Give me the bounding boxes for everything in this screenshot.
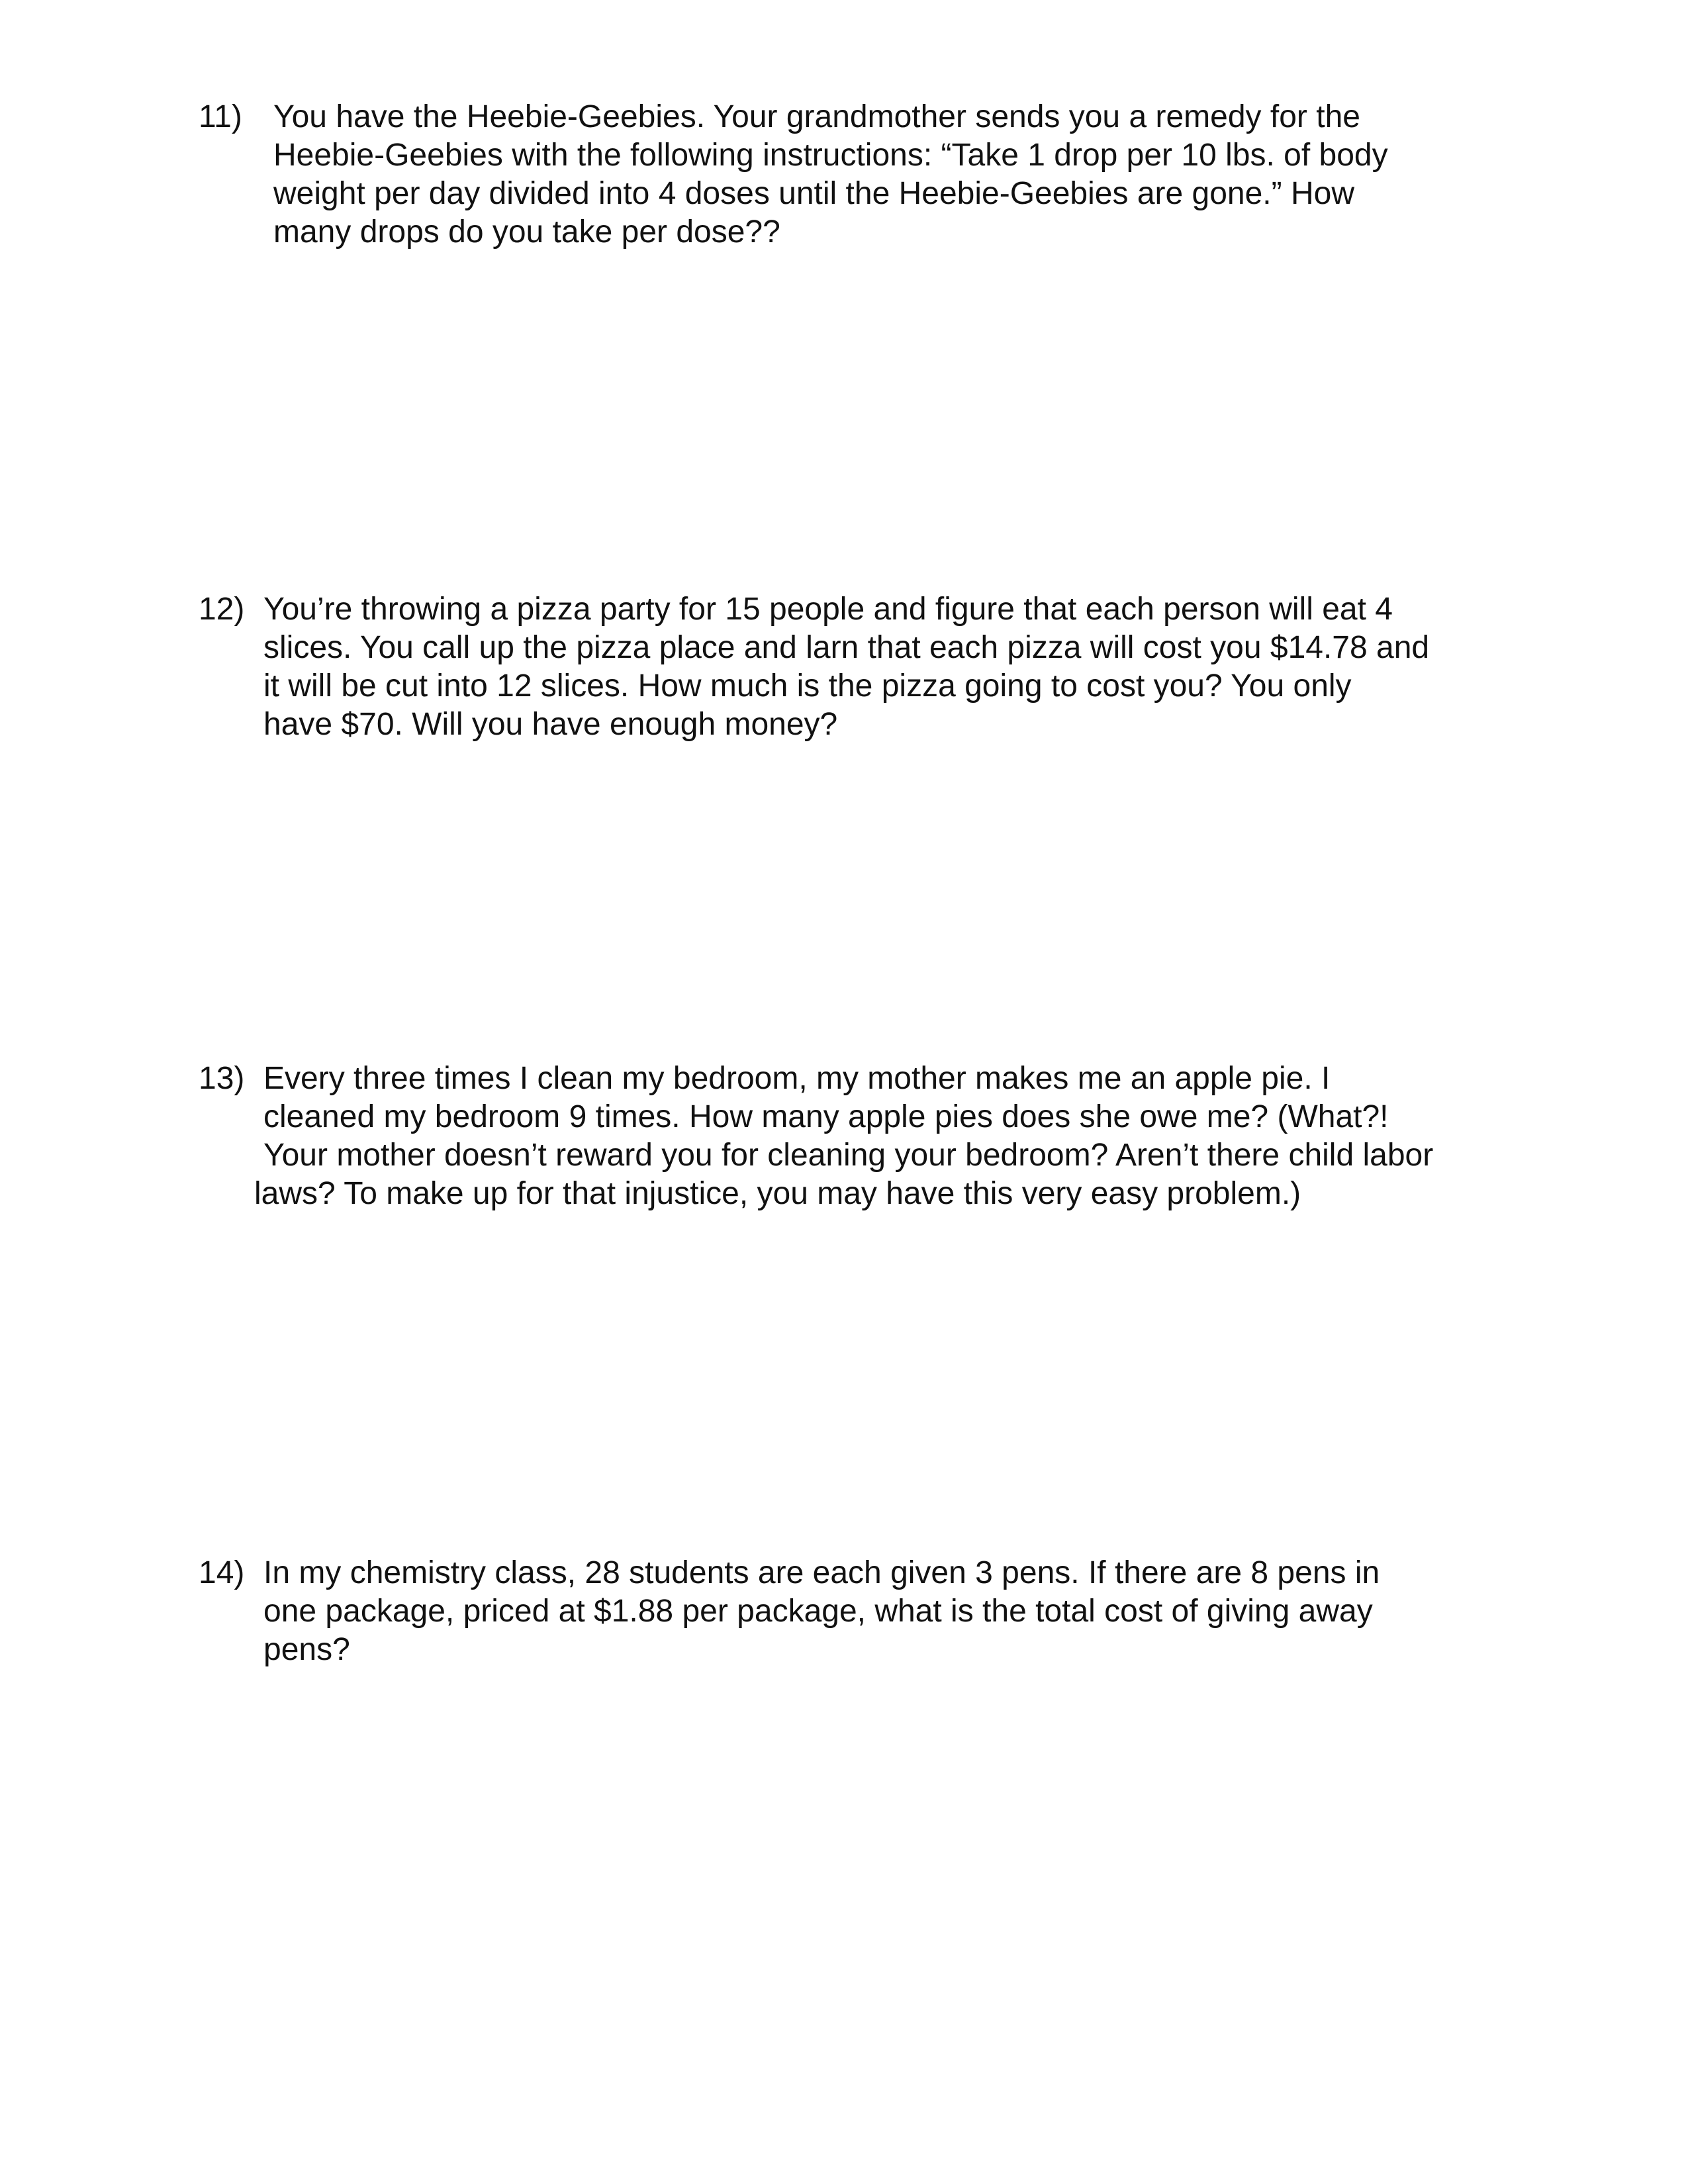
problem-text-line: cleaned my bedroom 9 times. How many apple pies does she owe me? (What?! (263, 1099, 1389, 1134)
problem-text-line: laws? To make up for that injustice, you may have this very easy problem.) (254, 1176, 1301, 1211)
problem-text-line: In my chemistry class, 28 students are each given 3 pens. If there are 8 pens in (263, 1555, 1380, 1590)
problem-text-line: slices. You call up the pizza place and larn that each pizza will cost you $14.78 and (263, 630, 1430, 665)
problem-text-line: pens? (263, 1632, 350, 1667)
problem-text-line: Every three times I clean my bedroom, my mother makes me an apple pie. I (263, 1061, 1331, 1096)
problem-text-line: Your mother doesn’t reward you for cleaning your bedroom? Aren’t there child labor (263, 1138, 1434, 1173)
problem-number: 13) (199, 1061, 245, 1096)
problem-text-line: weight per day divided into 4 doses until the Heebie-Geebies are gone.” How (273, 176, 1354, 211)
problem-text-line: Heebie-Geebies with the following instructions: “Take 1 drop per 10 lbs. of body (273, 138, 1388, 173)
problem-text-line: it will be cut into 12 slices. How much is the pizza going to cost you? You only (263, 668, 1352, 704)
problem-text-line: You have the Heebie-Geebies. Your grandmother sends you a remedy for the (273, 99, 1360, 134)
problem-text-line: You’re throwing a pizza party for 15 people and figure that each person will eat 4 (263, 592, 1393, 627)
problem-text-line: have $70. Will you have enough money? (263, 707, 838, 742)
problem-number: 14) (199, 1555, 245, 1590)
problem-text-line: one package, priced at $1.88 per package, what is the total cost of giving away (263, 1594, 1373, 1629)
problem-number: 12) (199, 592, 245, 627)
problem-number: 11) (199, 99, 242, 134)
problem-text-line: many drops do you take per dose?? (273, 214, 780, 250)
